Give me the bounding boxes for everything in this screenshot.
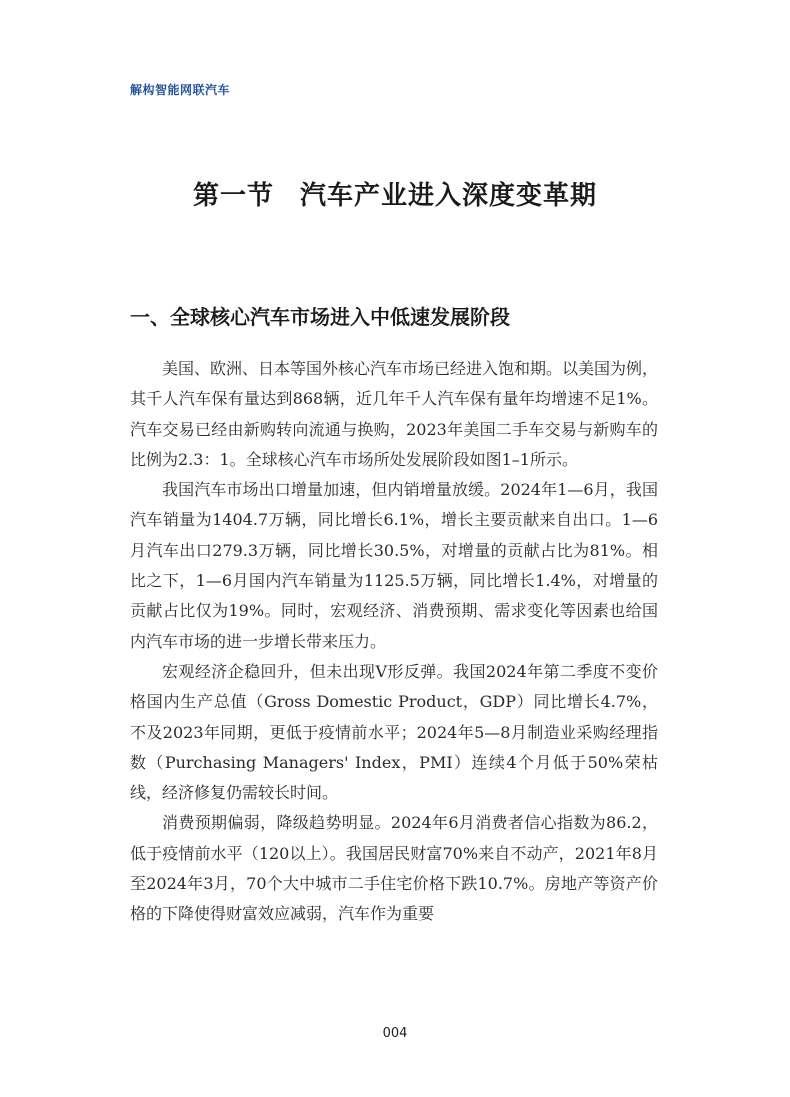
paragraph: 宏观经济企稳回升，但未出现V形反弹。我国2024年第二季度不变价格国内生产总值（Gross Domestic Product，GDP）同比增长4.7%，不及2023年同期，更低于疫情前水平；2024年5—8月制造业采购经理指数（Purchasing Managers' Index，PMI）连续4个月低于50%荣枯线，经济修复仍需较长时间。 xyxy=(130,661,658,803)
section-label: 第一节 xyxy=(192,181,274,211)
section-title xyxy=(0,175,790,212)
section-heading: 汽车产业进入深度变革期 xyxy=(300,181,598,211)
paragraph: 我国汽车市场出口增量加速，但内销增量放缓。2024年1—6月，我国汽车销量为1404.7万辆，同比增长6.1%，增长主要贡献来自出口。1—6月汽车出口279.3万辆，同比增长30.5%，对增量的贡献占比为81%。相比之下，1—6月国内汽车销量为1125.5万辆，同比增长1.4%，对增量的贡献占比仅为19%。同时，宏观经济、消费预期、需求变化等因素也给国内汽车市场的进一步增长带来压力。 xyxy=(130,480,658,651)
paragraph: 消费预期偏弱，降级趋势明显。2024年6月消费者信心指数为86.2，低于疫情前水平（120以上）。我国居民财富70%来自不动产，2021年8月至2024年3月，70个大中城市二手住宅价格下跌10.7%。房地产等资产价格的下降使得财富效应减弱，汽车作为重要 xyxy=(130,813,658,924)
paragraph: 美国、欧洲、日本等国外核心汽车市场已经进入饱和期。以美国为例，其千人汽车保有量达到868辆，近几年千人汽车保有量年均增速不足1%。汽车交易已经由新购转向流通与换购，2023年美国二手车交易与新购车的比例为2.3：1。全球核心汽车市场所处发展阶段如图1–1所示。 xyxy=(130,359,659,469)
running-header: 解构智能网联汽车 xyxy=(130,83,231,97)
body-text xyxy=(130,354,658,930)
page-number: 004 xyxy=(382,1026,408,1041)
subsection-title: 一、全球核心汽车市场进入中低速发展阶段 xyxy=(130,305,510,329)
